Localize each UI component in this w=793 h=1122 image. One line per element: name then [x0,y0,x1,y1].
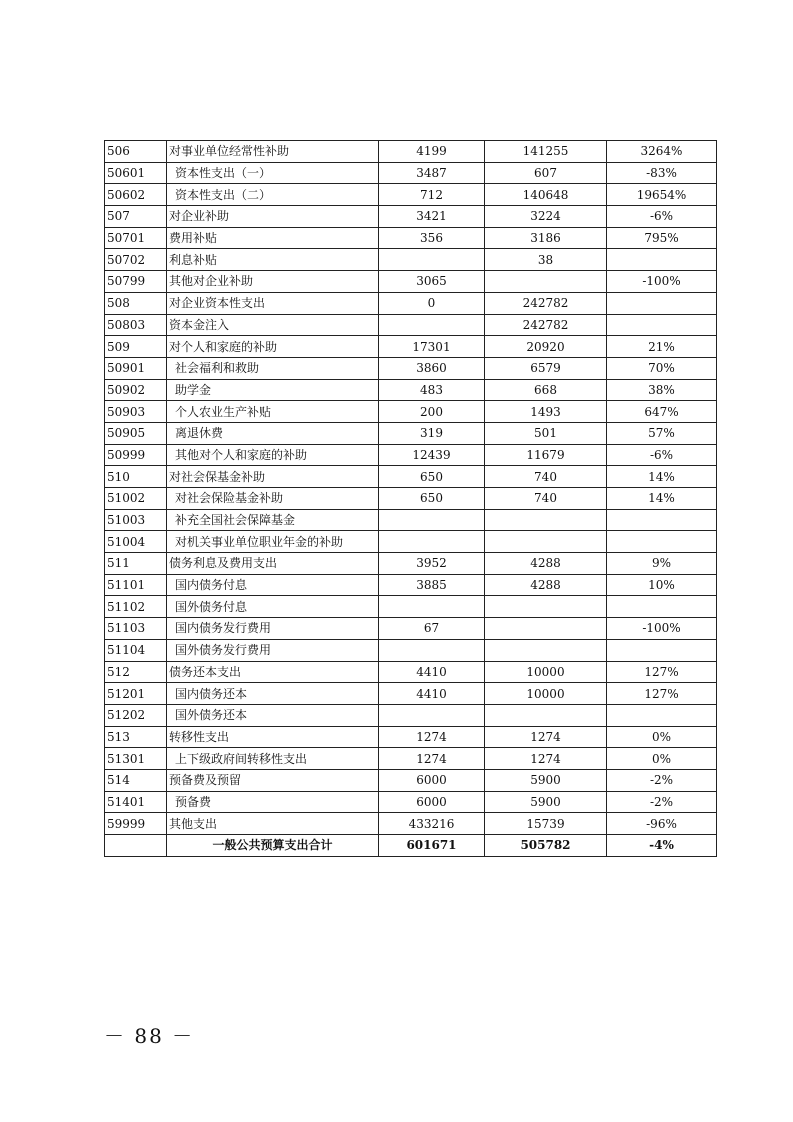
row-value-current [485,531,607,553]
table-row [105,574,717,596]
row-change-percent: -2% [607,791,717,813]
page-number: － 88 － [104,1024,195,1048]
row-change-percent: 3264% [607,141,717,163]
row-value-current: 6579 [485,357,607,379]
row-change-percent [607,704,717,726]
row-value-current [485,509,607,531]
table-row [105,639,717,661]
row-code: 508 [105,292,167,314]
row-item-name: 国外债务付息 [167,596,379,618]
row-code: 50903 [105,401,167,423]
row-item-name: 个人农业生产补贴 [167,401,379,423]
table-row [105,509,717,531]
table-row [105,444,717,466]
table-row [105,596,717,618]
row-item-name: 利息补贴 [167,249,379,271]
row-value-current: 38 [485,249,607,271]
row-value-current: 15739 [485,813,607,835]
row-code: 514 [105,769,167,791]
row-code: 510 [105,466,167,488]
row-value-prev: 12439 [379,444,485,466]
row-change-percent: 70% [607,357,717,379]
row-value-prev: 6000 [379,769,485,791]
row-change-percent: 10% [607,574,717,596]
row-code: 507 [105,206,167,228]
row-value-current: 141255 [485,141,607,163]
row-item-name: 对个人和家庭的补助 [167,336,379,358]
row-change-percent: 14% [607,488,717,510]
table-row [105,704,717,726]
table-row [105,292,717,314]
row-value-current [485,618,607,640]
row-code: 51401 [105,791,167,813]
row-change-percent: 647% [607,401,717,423]
table-row [105,206,717,228]
row-change-percent: 9% [607,553,717,575]
row-value-prev: 433216 [379,813,485,835]
table-row [105,618,717,640]
row-item-name: 离退休费 [167,422,379,444]
table-row [105,162,717,184]
row-code: 50602 [105,184,167,206]
row-change-percent: -96% [607,813,717,835]
total-label: 一般公共预算支出合计 [167,835,379,857]
row-change-percent: 0% [607,726,717,748]
table-row [105,769,717,791]
row-change-percent: 19654% [607,184,717,206]
row-item-name: 对社会保基金补助 [167,466,379,488]
row-item-name: 国外债务发行费用 [167,639,379,661]
row-item-name: 其他对企业补助 [167,271,379,293]
row-item-name: 国内债务发行费用 [167,618,379,640]
row-value-prev: 3952 [379,553,485,575]
row-value-current: 501 [485,422,607,444]
row-code: 511 [105,553,167,575]
table-row [105,466,717,488]
row-item-name: 对企业补助 [167,206,379,228]
row-value-prev [379,249,485,271]
row-code: 51003 [105,509,167,531]
row-value-current: 140648 [485,184,607,206]
row-code: 512 [105,661,167,683]
row-code: 50803 [105,314,167,336]
row-item-name: 预备费及预留 [167,769,379,791]
row-item-name: 费用补贴 [167,227,379,249]
row-item-name: 对机关事业单位职业年金的补助 [167,531,379,553]
row-value-current: 5900 [485,791,607,813]
row-item-name: 资本金注入 [167,314,379,336]
row-item-name: 国内债务付息 [167,574,379,596]
row-value-prev: 67 [379,618,485,640]
total-change-percent: -4% [607,835,717,857]
row-code: 51101 [105,574,167,596]
row-change-percent [607,314,717,336]
row-value-current: 5900 [485,769,607,791]
row-item-name: 资本性支出（二） [167,184,379,206]
table-row [105,271,717,293]
row-change-percent [607,639,717,661]
row-value-current: 4288 [485,553,607,575]
row-code: 50905 [105,422,167,444]
row-item-name: 其他对个人和家庭的补助 [167,444,379,466]
row-value-current [485,704,607,726]
row-change-percent [607,249,717,271]
table-row [105,379,717,401]
row-value-current [485,271,607,293]
row-value-current: 740 [485,466,607,488]
row-item-name: 资本性支出（一） [167,162,379,184]
row-code: 50902 [105,379,167,401]
row-value-prev: 1274 [379,748,485,770]
row-value-prev [379,596,485,618]
row-value-prev [379,639,485,661]
row-code: 51004 [105,531,167,553]
row-change-percent [607,531,717,553]
row-item-name: 转移性支出 [167,726,379,748]
table-row [105,553,717,575]
row-change-percent [607,509,717,531]
row-value-prev: 4199 [379,141,485,163]
row-code: 51202 [105,704,167,726]
row-value-prev: 3421 [379,206,485,228]
row-value-current: 242782 [485,314,607,336]
table-body [105,141,717,857]
row-change-percent: 14% [607,466,717,488]
row-value-prev [379,531,485,553]
row-value-current: 3224 [485,206,607,228]
row-item-name: 对社会保险基金补助 [167,488,379,510]
table-row [105,227,717,249]
table-row [105,314,717,336]
row-value-current [485,596,607,618]
row-code: 50799 [105,271,167,293]
row-code: 50999 [105,444,167,466]
row-change-percent: 127% [607,661,717,683]
table-row [105,683,717,705]
row-item-name: 债务还本支出 [167,661,379,683]
row-value-current: 242782 [485,292,607,314]
row-value-current [485,639,607,661]
row-item-name: 预备费 [167,791,379,813]
row-value-prev: 650 [379,466,485,488]
row-value-prev: 712 [379,184,485,206]
table-row [105,357,717,379]
row-value-current: 11679 [485,444,607,466]
table-row [105,422,717,444]
row-code: 51201 [105,683,167,705]
row-change-percent: 38% [607,379,717,401]
table-row [105,488,717,510]
row-value-current: 1493 [485,401,607,423]
row-change-percent: 21% [607,336,717,358]
row-item-name: 补充全国社会保障基金 [167,509,379,531]
row-value-prev: 0 [379,292,485,314]
row-item-name: 国外债务还本 [167,704,379,726]
row-value-prev: 3885 [379,574,485,596]
total-code [105,835,167,857]
row-change-percent: 57% [607,422,717,444]
row-change-percent: 795% [607,227,717,249]
row-value-current: 1274 [485,726,607,748]
table-row [105,813,717,835]
row-change-percent [607,292,717,314]
row-code: 51103 [105,618,167,640]
row-item-name: 社会福利和救助 [167,357,379,379]
row-item-name: 其他支出 [167,813,379,835]
row-code: 51102 [105,596,167,618]
table-row [105,184,717,206]
row-item-name: 债务利息及费用支出 [167,553,379,575]
row-code: 513 [105,726,167,748]
total-value-prev: 601671 [379,835,485,857]
row-change-percent [607,596,717,618]
table-row [105,748,717,770]
row-value-prev: 6000 [379,791,485,813]
row-value-current: 3186 [485,227,607,249]
total-value-current: 505782 [485,835,607,857]
row-value-prev: 3065 [379,271,485,293]
row-change-percent: -2% [607,769,717,791]
row-value-current: 668 [485,379,607,401]
row-value-prev: 200 [379,401,485,423]
row-change-percent: -6% [607,206,717,228]
row-change-percent: -6% [607,444,717,466]
table-row [105,141,717,163]
row-change-percent: -83% [607,162,717,184]
row-item-name: 助学金 [167,379,379,401]
row-value-prev: 3860 [379,357,485,379]
row-item-name: 对事业单位经常性补助 [167,141,379,163]
row-item-name: 国内债务还本 [167,683,379,705]
table-row [105,726,717,748]
row-code: 51002 [105,488,167,510]
row-value-current: 4288 [485,574,607,596]
row-change-percent: 0% [607,748,717,770]
row-value-prev: 319 [379,422,485,444]
row-code: 50901 [105,357,167,379]
table-row [105,401,717,423]
table-row [105,336,717,358]
row-code: 506 [105,141,167,163]
row-value-current: 607 [485,162,607,184]
budget-expenditure-table [104,140,717,857]
row-value-current: 740 [485,488,607,510]
row-code: 509 [105,336,167,358]
row-value-current: 20920 [485,336,607,358]
table-row [105,531,717,553]
row-value-prev: 650 [379,488,485,510]
row-value-prev: 17301 [379,336,485,358]
row-value-prev [379,509,485,531]
row-code: 51104 [105,639,167,661]
row-value-prev: 1274 [379,726,485,748]
row-item-name: 对企业资本性支出 [167,292,379,314]
row-value-prev: 3487 [379,162,485,184]
table-row [105,661,717,683]
row-value-prev [379,704,485,726]
row-change-percent: -100% [607,618,717,640]
row-code: 51301 [105,748,167,770]
row-change-percent: 127% [607,683,717,705]
row-value-current: 1274 [485,748,607,770]
row-value-prev: 483 [379,379,485,401]
row-code: 59999 [105,813,167,835]
row-value-current: 10000 [485,683,607,705]
total-row [105,835,717,857]
row-value-prev [379,314,485,336]
row-value-prev: 356 [379,227,485,249]
row-code: 50701 [105,227,167,249]
row-item-name: 上下级政府间转移性支出 [167,748,379,770]
row-code: 50601 [105,162,167,184]
row-value-current: 10000 [485,661,607,683]
row-change-percent: -100% [607,271,717,293]
row-value-prev: 4410 [379,683,485,705]
table-row [105,249,717,271]
table-row [105,791,717,813]
row-value-prev: 4410 [379,661,485,683]
row-code: 50702 [105,249,167,271]
